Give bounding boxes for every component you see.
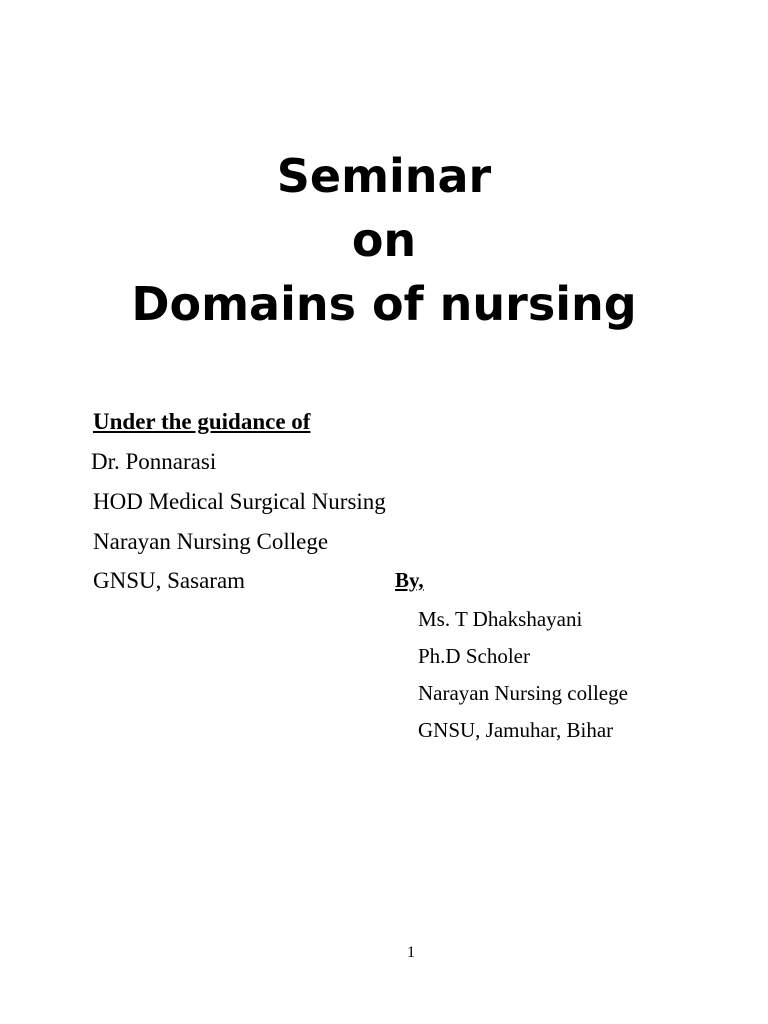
guide-designation: HOD Medical Surgical Nursing: [93, 489, 386, 514]
guide-location: GNSU, Sasaram: [93, 568, 246, 593]
title-line-topic: Domains of nursing: [131, 277, 637, 331]
page-number: 1: [407, 944, 415, 961]
author-location: GNSU, Jamuhar, Bihar: [418, 718, 614, 742]
guide-name: Dr. Ponnarasi: [91, 449, 217, 474]
guide-institution: Narayan Nursing College: [93, 529, 329, 554]
seminar-title: [0, 146, 768, 338]
author-by-label: By,: [395, 568, 424, 592]
title-line-seminar: Seminar: [276, 149, 492, 203]
author-designation: Ph.D Scholer: [418, 644, 530, 668]
author-institution: Narayan Nursing college: [418, 681, 628, 705]
title-line-on: on: [351, 213, 417, 267]
author-name: Ms. T Dhakshayani: [418, 607, 583, 631]
guidance-heading: Under the guidance of: [93, 409, 311, 434]
